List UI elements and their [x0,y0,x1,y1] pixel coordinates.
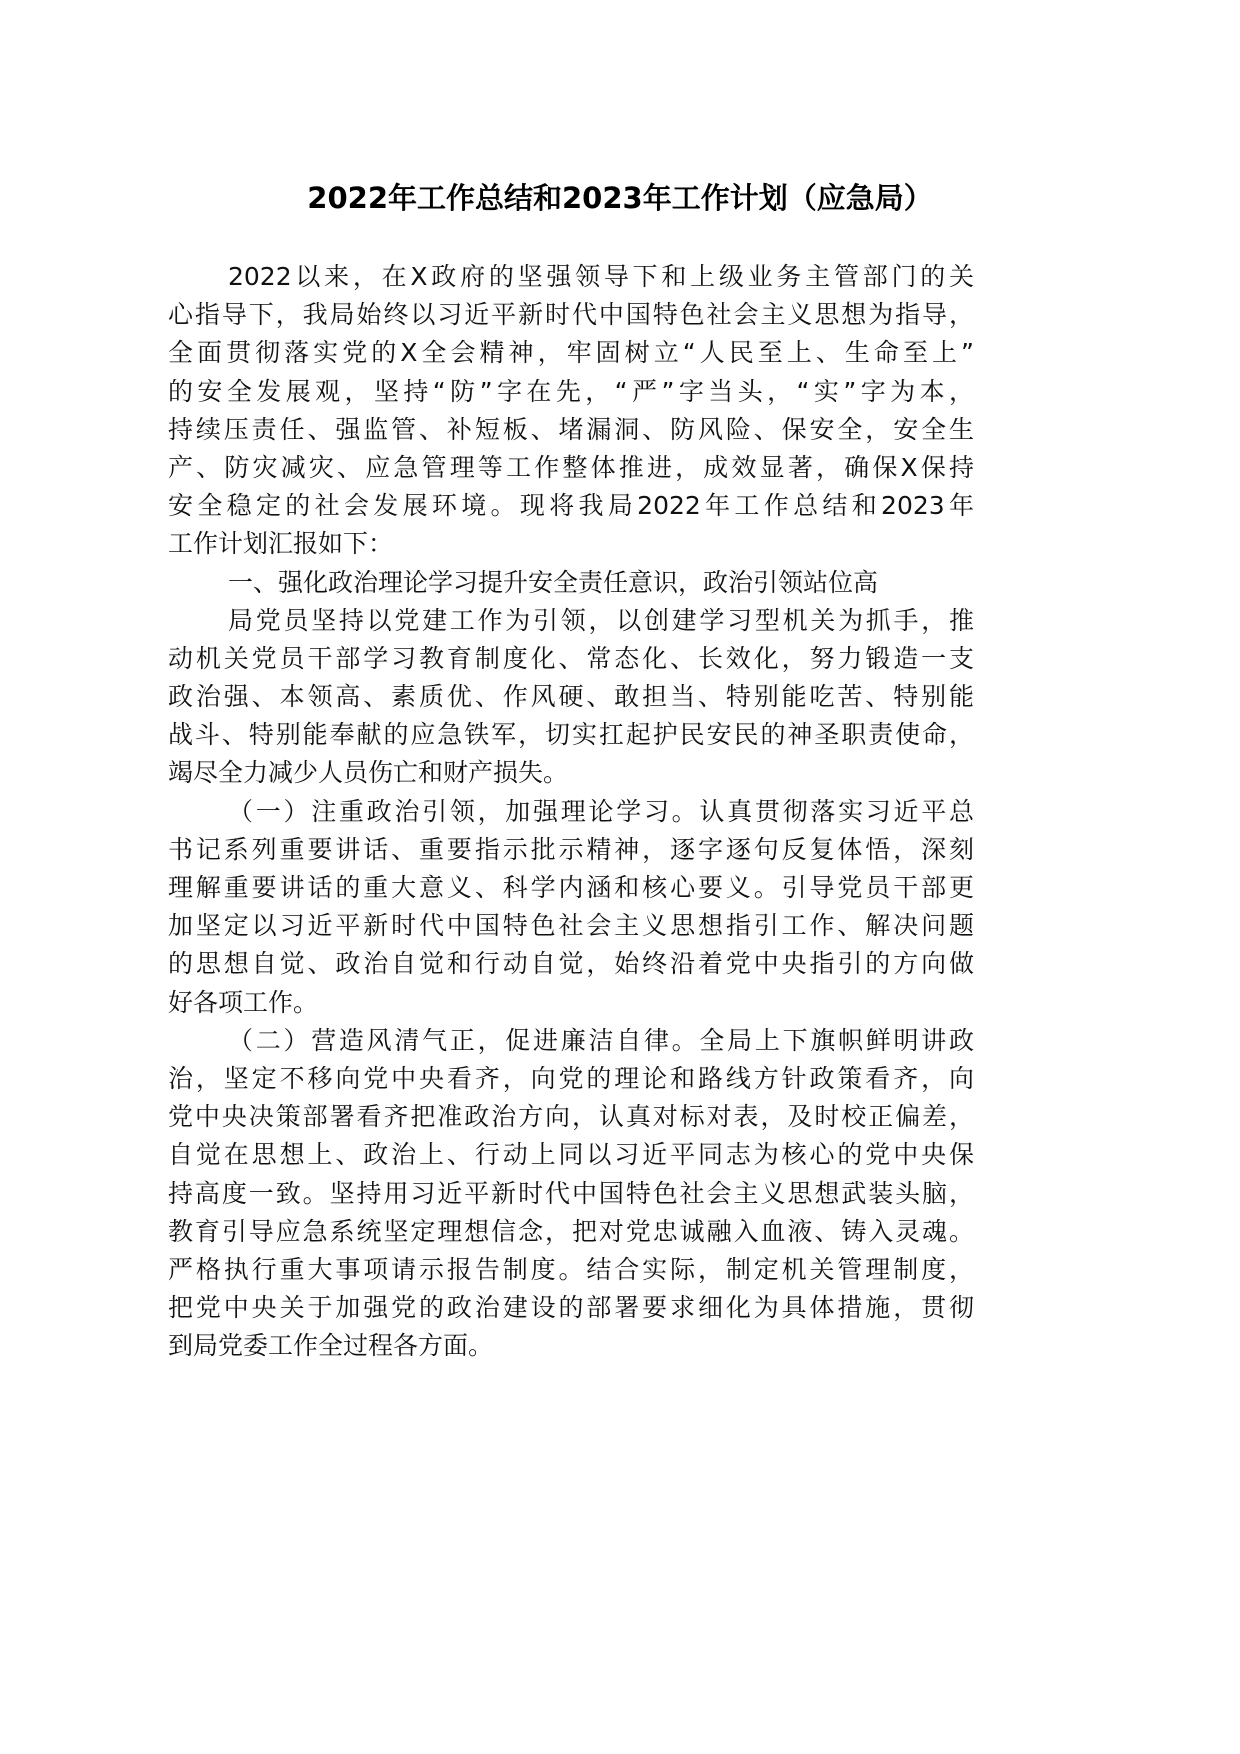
text-line: 安全稳定的社会发展环境。现将我局2022年工作总结和2023年 [168,491,974,521]
text-line: 一、强化政治理论学习提升安全责任意识，政治引领站位高 [228,567,879,597]
text-line: 心指导下，我局始终以习近平新时代中国特色社会主义思想为指导， [168,300,974,330]
text-line: 的安全发展观，坚持“防”字在先，“严”字当头，“实”字为本， [168,376,974,406]
text-line: 持高度一致。坚持用习近平新时代中国特色社会主义思想武装头脑， [168,1178,974,1208]
text-line: 持续压责任、强监管、补短板、堵漏洞、防风险、保安全，安全生 [168,414,974,444]
text-line: 全面贯彻落实党的X全会精神，牢固树立“人民至上、生命至上” [168,338,974,368]
text-line: 动机关党员干部学习教育制度化、常态化、长效化，努力锻造一支 [168,643,974,673]
text-line: 产、防灾减灾、应急管理等工作整体推进，成效显著，确保X保持 [168,452,974,482]
text-line: 局党员坚持以党建工作为引领，以创建学习型机关为抓手，推 [228,605,974,635]
text-line: 自觉在思想上、政治上、行动上同以习近平同志为核心的党中央保 [168,1140,974,1170]
text-line: 理解重要讲话的重大意义、科学内涵和核心要义。引导党员干部更 [168,873,974,902]
text-line: 战斗、特别能奉献的应急铁军，切实扛起护民安民的神圣职责使命， [168,720,974,750]
text-line: 工作计划汇报如下： [168,529,394,559]
text-line: 治，坚定不移向党中央看齐，向党的理论和路线方针政策看齐，向 [168,1063,974,1093]
text-line: 严格执行重大事项请示报告制度。结合实际，制定机关管理制度， [168,1254,974,1284]
text-line: 到局党委工作全过程各方面。 [168,1331,494,1361]
document-title: 2022年工作总结和2023年工作计划（应急局） [307,181,933,215]
text-line: 竭尽全力减少人员伤亡和财产损失。 [168,758,569,788]
text-line: 把党中央关于加强党的政治建设的部署要求细化为具体措施，贯彻 [168,1293,974,1323]
text-line: 的思想自觉、政治自觉和行动自觉，始终沿着党中央指引的方向做 [168,949,974,979]
text-line: 好各项工作。 [168,987,319,1017]
text-line: 加坚定以习近平新时代中国特色社会主义思想指引工作、解决问题 [168,911,974,941]
text-line: 教育引导应急系统坚定理想信念，把对党忠诚融入血液、铸入灵魂。 [168,1216,974,1246]
document-body [168,258,974,1365]
text-line: 2022以来，在X政府的坚强领导下和上级业务主管部门的关 [228,262,974,291]
text-line: 政治强、本领高、素质优、作风硬、敢担当、特别能吃苦、特别能 [168,682,974,712]
text-line: （二）营造风清气正，促进廉洁自律。全局上下旗帜鲜明讲政 [228,1025,974,1055]
text-line: 党中央决策部署看齐把准政治方向，认真对标对表，及时校正偏差， [168,1102,974,1132]
text-line: 书记系列重要讲话、重要指示批示精神，逐字逐句反复体悟，深刻 [168,834,974,864]
text-line: （一）注重政治引领，加强理论学习。认真贯彻落实习近平总 [228,796,974,826]
